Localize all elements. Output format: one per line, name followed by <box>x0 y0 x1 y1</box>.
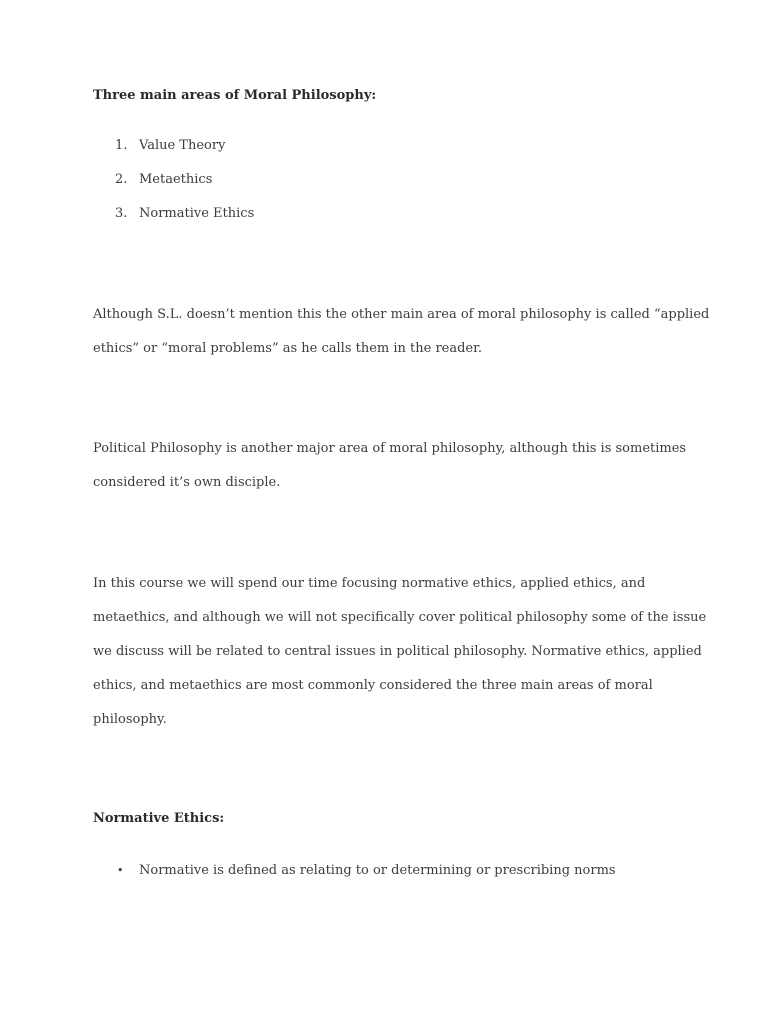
list-number: 3. <box>115 206 128 221</box>
paragraph-line: ethics” or “moral problems” as he calls them in the reader. <box>93 341 483 356</box>
paragraph-political-philosophy <box>93 440 693 508</box>
paragraph-line: Political Philosophy is another major area of moral philosophy, although this is sometimes <box>93 441 687 456</box>
paragraph-line: Although S.L. doesn’t mention this the other main area of moral philosophy is called “applied <box>93 307 710 322</box>
bullet-item <box>115 862 616 880</box>
list-item-text: Metaethics <box>139 172 213 187</box>
paragraph-line: metaethics, and although we will not specifically cover political philosophy some of the issue <box>93 610 707 625</box>
paragraph-course-focus <box>93 575 707 745</box>
list-item-text: Value Theory <box>139 138 226 153</box>
bullet-icon: • <box>117 864 124 877</box>
paragraph-applied-ethics <box>93 306 710 374</box>
list-item <box>115 205 254 223</box>
list-item <box>115 171 212 189</box>
section-heading-normative-ethics: Normative Ethics: <box>93 811 225 826</box>
paragraph-line: ethics, and metaethics are most commonly considered the three main areas of moral <box>93 678 653 693</box>
paragraph-line: In this course we will spend our time focusing normative ethics, applied ethics, and <box>93 576 646 591</box>
list-item <box>115 137 225 155</box>
paragraph-line: considered it’s own disciple. <box>93 475 281 490</box>
paragraph-line: we discuss will be related to central issues in political philosophy. Normative ethics, applied <box>93 644 702 659</box>
list-number: 1. <box>115 138 128 153</box>
bullet-item-text: Normative is defined as relating to or determining or prescribing norms <box>139 863 616 878</box>
list-number: 2. <box>115 172 128 187</box>
paragraph-line: philosophy. <box>93 712 167 727</box>
section-heading-moral-philosophy: Three main areas of Moral Philosophy: <box>93 88 377 103</box>
list-item-text: Normative Ethics <box>139 206 255 221</box>
